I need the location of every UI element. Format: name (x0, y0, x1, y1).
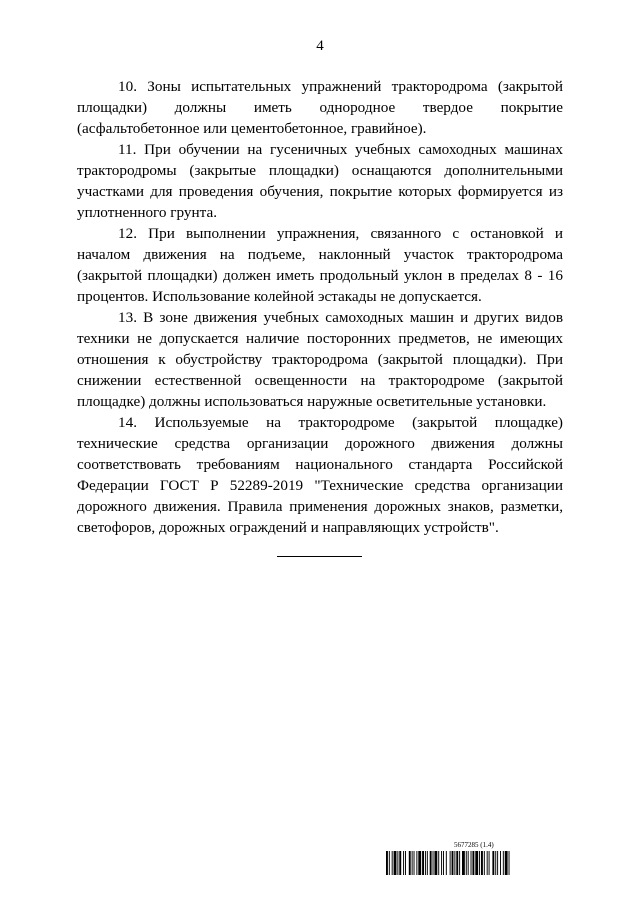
barcode-icon (386, 851, 562, 875)
end-divider-line (277, 556, 362, 557)
paragraph-10: 10. Зоны испытательных упражнений трактородрома (закрытой площадки) должны иметь однородное твердое покрытие (асфальтобетонное или цементобетонное, гравийное). (77, 78, 563, 137)
barcode-bar (503, 851, 504, 875)
barcode-bar (459, 851, 460, 875)
barcode-bar (450, 851, 451, 875)
barcode-bar (472, 851, 474, 875)
barcode-bar (399, 851, 401, 875)
barcode-bar (481, 851, 483, 875)
document-body (77, 76, 563, 538)
barcode-bar (456, 851, 458, 875)
barcode-bar (392, 851, 393, 875)
barcode-bar (468, 851, 469, 875)
barcode-bar (452, 851, 454, 875)
barcode-bar (397, 851, 398, 875)
barcode-bar (462, 851, 465, 875)
barcode-bar (386, 851, 388, 875)
barcode-bar (471, 851, 472, 875)
document-code: 5677285 (1.4) (454, 841, 494, 849)
barcode-bar (414, 851, 415, 875)
paragraph-11: 11. При обучении на гусеничных учебных самоходных машинах трактородромы (закрытые площадки) оснащаются дополнительными участками для проведения обучения, покрытие которых формируется из уплотненного грунта. (77, 141, 563, 221)
barcode-bar (487, 851, 488, 875)
barcode-bar (475, 851, 478, 875)
barcode-bar (433, 851, 434, 875)
barcode-bar (389, 851, 390, 875)
barcode-bar (403, 851, 404, 875)
barcode-bar (418, 851, 421, 875)
barcode-bar (484, 851, 485, 875)
page-number: 4 (316, 38, 324, 54)
barcode-bar (446, 851, 447, 875)
barcode-bar (412, 851, 413, 875)
barcode-bar (425, 851, 426, 875)
barcode-bar (422, 851, 424, 875)
paragraph-14: 14. Используемые на трактородроме (закрытой площадке) технические средства организации дорожного движения должны соответствовать требованиям национального стандарта Российской Федерации ГОСТ Р 52289-2019 "Технические средства организации дорожного движения. Правила применения дорожных знаков, разметки, светофоров, дорожных ограждений и направляющих устройств". (77, 414, 563, 536)
paragraph-13: 13. В зоне движения учебных самоходных машин и других видов техники не допускается наличие посторонних предметов, не имеющих отношения к обустройству трактородрома (закрытой площадки). При снижении естественной освещенности на трактородроме (закрытой площадке) должны использоваться наружные осветительные установки. (77, 309, 563, 410)
barcode-bar (434, 851, 437, 875)
barcode-bar (394, 851, 397, 875)
barcode-bar (479, 851, 480, 875)
barcode-bar (495, 851, 496, 875)
barcode-bar (492, 851, 494, 875)
barcode-bar (497, 851, 498, 875)
barcode-bar (466, 851, 467, 875)
barcode-bar (409, 851, 411, 875)
barcode-bar (441, 851, 442, 875)
barcode-bar (500, 851, 501, 875)
paragraph-12: 12. При выполнении упражнения, связанного с остановкой и началом движения на подъеме, наклонный участок трактородрома (закрытой площадки) должен иметь продольный уклон в пределах 8 - 16 процентов. Использование колейной эстакады не допускается. (77, 225, 563, 305)
barcode-bar (427, 851, 428, 875)
barcode-bar (443, 851, 444, 875)
barcode-bar (489, 851, 490, 875)
barcode-bar (454, 851, 455, 875)
barcode-bar (430, 851, 432, 875)
barcode-bar (405, 851, 406, 875)
barcode-bar (505, 851, 508, 875)
barcode-bar (416, 851, 417, 875)
barcode-bar (438, 851, 439, 875)
barcode-bar (509, 851, 510, 875)
